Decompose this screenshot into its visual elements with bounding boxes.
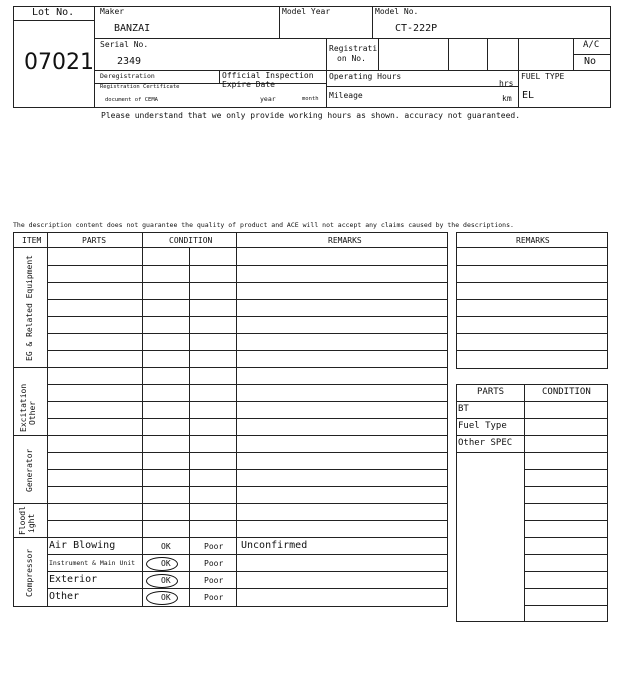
registration-label-line1: Registrati	[329, 44, 378, 53]
registration-label-line2: on No.	[337, 54, 366, 63]
km-label: km	[502, 94, 512, 103]
side-condition-header: CONDITION	[542, 387, 591, 397]
compressor-row-2-part: Instrument & Main Unit	[49, 559, 136, 567]
serial-no-value: 2349	[117, 56, 142, 67]
header-remarks: REMARKS	[328, 236, 362, 245]
lot-no-value: 07021	[24, 50, 94, 75]
year-label: year	[260, 95, 276, 103]
ac-value: No	[584, 56, 597, 67]
deregistration-label: Deregistration	[100, 72, 155, 80]
compressor-row-4-part: Other	[49, 591, 80, 602]
model-no-label: Model No.	[375, 7, 419, 16]
serial-no-label: Serial No.	[100, 40, 149, 49]
fuel-type-label: FUEL TYPE	[521, 72, 565, 81]
compressor-row-2-ok: OK	[161, 559, 171, 568]
compressor-row-4-ok: OK	[161, 593, 171, 602]
hrs-label: hrs	[499, 79, 514, 88]
side-remarks-header: REMARKS	[516, 236, 550, 245]
registration-certificate-label: Registration Certificate	[100, 84, 180, 90]
side-row-bt: BT	[458, 404, 469, 414]
month-label: month	[302, 96, 319, 102]
header-item: ITEM	[22, 236, 42, 245]
section-label-excitation-line1: Excitation	[19, 383, 28, 432]
section-label-generator: Generator	[25, 448, 34, 492]
maker-value: BANZAI	[114, 23, 151, 34]
working-hours-note: Please understand that we only provide working hours as shown. accuracy not guaranteed.	[101, 111, 521, 120]
side-parts-header: PARTS	[477, 387, 505, 397]
header-condition: CONDITION	[169, 236, 213, 245]
side-row-fuel-type: Fuel Type	[458, 421, 507, 431]
official-inspection-label-line2: Expire Date	[222, 80, 275, 89]
document-label: document of CEMA	[105, 97, 158, 103]
ac-label: A/C	[583, 40, 600, 50]
compressor-row-3-poor: Poor	[204, 576, 224, 585]
section-label-excitation-line2: Other	[28, 400, 37, 425]
section-label-eg: EG & Related Equipment	[25, 255, 34, 361]
header-parts: PARTS	[82, 236, 107, 245]
side-row-other-spec: Other SPEC	[458, 438, 513, 448]
compressor-row-3-ok: OK	[161, 576, 171, 585]
section-label-floodlight-line1: Floodl	[18, 506, 27, 535]
compressor-row-1-remarks: Unconfirmed	[241, 540, 308, 551]
maker-label: Maker	[100, 7, 125, 16]
compressor-row-4-poor: Poor	[204, 593, 224, 602]
model-year-label: Model Year	[282, 7, 331, 16]
compressor-row-1-ok: OK	[161, 542, 171, 551]
compressor-row-2-poor: Poor	[204, 559, 224, 568]
model-no-value: CT-222P	[395, 23, 438, 34]
operating-hours-label: Operating Hours	[329, 72, 402, 81]
disclaimer-text: The description content does not guarantee the quality of product and ACE will not accept any claims caused by the descriptions.	[13, 221, 514, 229]
section-label-compressor: Compressor	[25, 548, 34, 597]
lot-no-label: Lot No.	[32, 7, 75, 18]
mileage-label: Mileage	[329, 91, 363, 100]
section-label-floodlight-line2: ight	[27, 513, 36, 533]
fuel-type-value: EL	[522, 90, 535, 101]
compressor-row-3-part: Exterior	[49, 574, 98, 585]
compressor-row-1-poor: Poor	[204, 542, 224, 551]
official-inspection-label-line1: Official Inspection	[222, 71, 314, 80]
compressor-row-1-part: Air Blowing	[49, 540, 116, 551]
